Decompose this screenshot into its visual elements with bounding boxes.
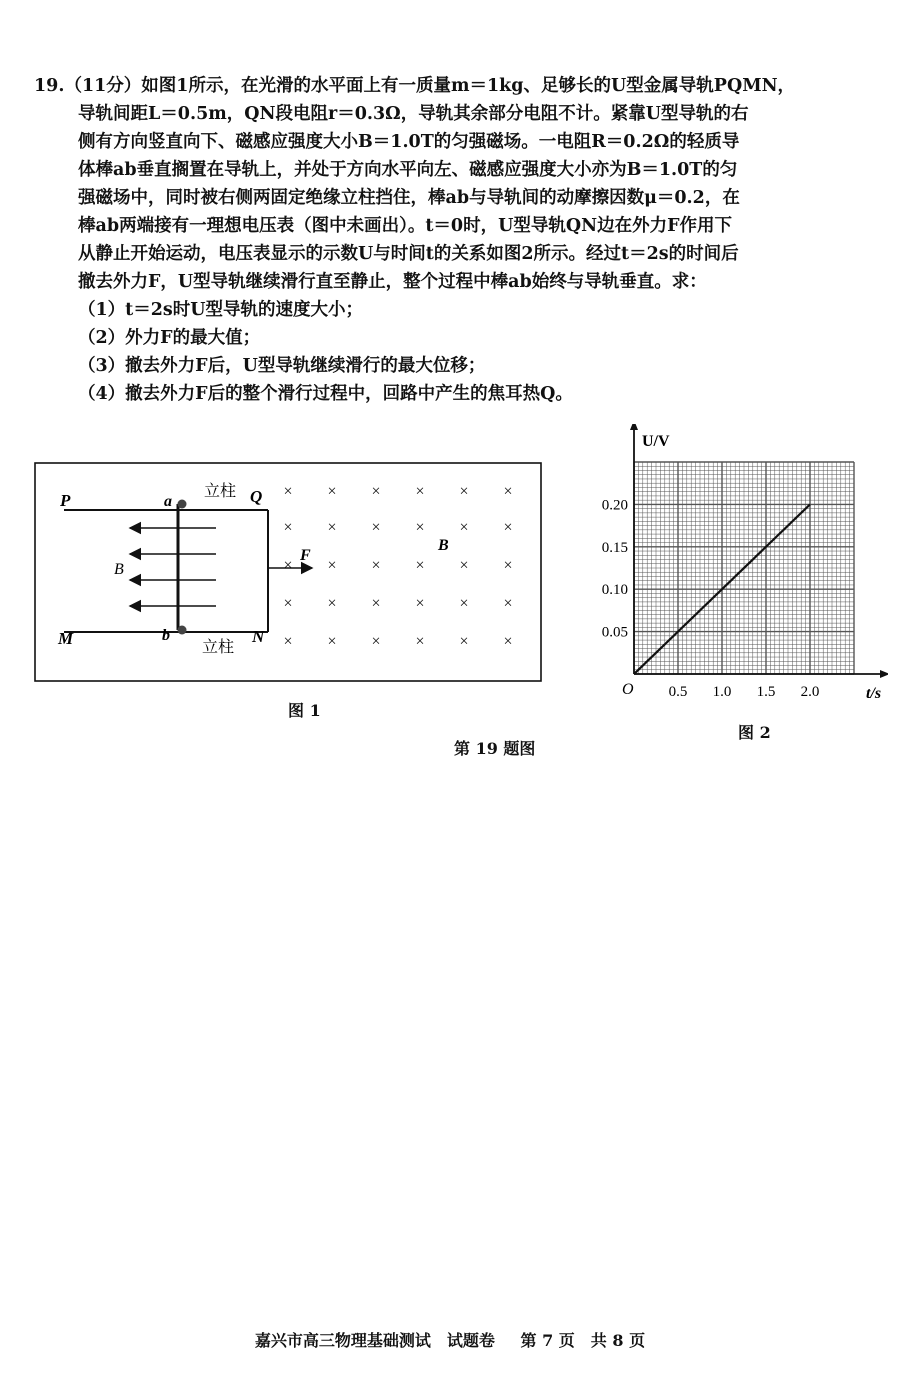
problem-line: 棒ab两端接有一理想电压表（图中未画出）。t＝0时，U型导轨QN边在外力F作用下 (78, 216, 733, 236)
b-field-cross: × (371, 483, 381, 500)
label-m: M (58, 629, 74, 648)
label-b-left: B (114, 561, 124, 578)
question-4: （4）撤去外力F后的整个滑行过程中，回路中产生的焦耳热Q。 (78, 384, 573, 404)
b-field-cross: × (415, 557, 425, 574)
problem-line: 体棒ab垂直搁置在导轨上，并处于方向水平向左、磁感应强度大小亦为B＝1.0T的匀 (78, 160, 738, 180)
figure-2-chart (588, 424, 888, 714)
footer-page-number: 第 7 页 共 8 页 (520, 1331, 646, 1350)
problem-line: 强磁场中，同时被右侧两固定绝缘立柱挡住，棒ab与导轨间的动摩擦因数μ＝0.2，在 (78, 188, 740, 208)
b-field-cross: × (327, 557, 337, 574)
b-field-cross: × (503, 519, 513, 536)
post-top (178, 500, 187, 509)
y-tick-label: 0.20 (601, 497, 628, 514)
label-a: a (164, 493, 172, 510)
problem-text (34, 72, 866, 408)
b-field-cross: × (415, 633, 425, 650)
label-b-right: B (438, 537, 449, 554)
b-field-cross: × (415, 595, 425, 612)
b-field-cross: × (459, 595, 469, 612)
post-bottom (178, 626, 187, 635)
b-field-cross: × (503, 483, 513, 500)
b-field-cross: × (283, 633, 293, 650)
y-axis-arrow (630, 424, 638, 430)
x-tick-label: 2.0 (800, 684, 820, 700)
figure-1-diagram (34, 462, 544, 684)
y-axis-label: U/V (642, 433, 670, 450)
figure-2-caption: 图 2 (738, 723, 771, 742)
b-field-cross: × (459, 633, 469, 650)
b-field-cross: × (327, 519, 337, 536)
question-1: （1）t＝2s时U型导轨的速度大小； (78, 300, 364, 320)
b-field-cross: × (503, 557, 513, 574)
label-post-top: 立柱 (204, 483, 237, 500)
b-field-cross: × (327, 595, 337, 612)
question-2: （2）外力F的最大值； (78, 328, 261, 348)
label-post-bottom: 立柱 (202, 639, 235, 656)
y-tick-label: 0.15 (601, 539, 628, 556)
b-field-cross: × (371, 557, 381, 574)
b-field-cross: × (415, 519, 425, 536)
x-axis-label: t/s (866, 685, 882, 702)
problem-line: 从静止开始运动，电压表显示的示数U与时间t的关系如图2所示。经过t＝2s的时间后 (78, 244, 739, 264)
b-field-cross: × (283, 557, 293, 574)
b-field-cross: × (283, 595, 293, 612)
b-field-crosses (283, 483, 512, 650)
b-field-left-arrows (130, 528, 216, 606)
b-field-cross: × (327, 633, 337, 650)
b-field-cross: × (371, 519, 381, 536)
footer-exam-title: 嘉兴市高三物理基础测试 试题卷 (254, 1331, 495, 1350)
y-tick-label: 0.05 (601, 624, 628, 641)
y-tick-label: 0.10 (601, 582, 628, 599)
page-footer (0, 1328, 900, 1351)
x-tick-label: 0.5 (668, 684, 688, 700)
figure-caption: 第 19 题图 (454, 739, 536, 758)
b-field-cross: × (327, 483, 337, 500)
b-field-cross: × (283, 483, 293, 500)
b-field-cross: × (371, 633, 381, 650)
x-axis-arrow (880, 670, 888, 678)
figure-1-caption: 图 1 (288, 701, 321, 720)
label-q: Q (250, 487, 263, 506)
b-field-cross: × (459, 557, 469, 574)
x-tick-label: 1.0 (712, 684, 732, 700)
b-field-cross: × (283, 519, 293, 536)
problem-line: 19.（11分）如图1所示，在光滑的水平面上有一质量m＝1kg、足够长的U型金属导轨PQMN， (34, 76, 796, 96)
label-n: N (252, 627, 265, 646)
x-tick-label: 1.5 (756, 684, 776, 700)
b-field-cross: × (459, 483, 469, 500)
b-field-cross: × (459, 519, 469, 536)
label-p: P (60, 491, 71, 510)
label-b: b (162, 627, 170, 644)
problem-line: 导轨间距L＝0.5m，QN段电阻r＝0.3Ω，导轨其余部分电阻不计。紧靠U型导轨的右 (78, 104, 749, 124)
label-f: F (300, 547, 311, 564)
question-3: （3）撤去外力F后，U型导轨继续滑行的最大位移； (78, 356, 486, 376)
b-field-cross: × (415, 483, 425, 500)
b-field-cross: × (371, 595, 381, 612)
b-field-cross: × (503, 595, 513, 612)
origin-label: O (622, 681, 634, 698)
problem-line: 侧有方向竖直向下、磁感应强度大小B＝1.0T的匀强磁场。一电阻R＝0.2Ω的轻质导 (78, 132, 740, 152)
problem-line: 撤去外力F，U型导轨继续滑行直至静止，整个过程中棒ab始终与导轨垂直。求： (78, 272, 707, 292)
b-field-cross: × (503, 633, 513, 650)
